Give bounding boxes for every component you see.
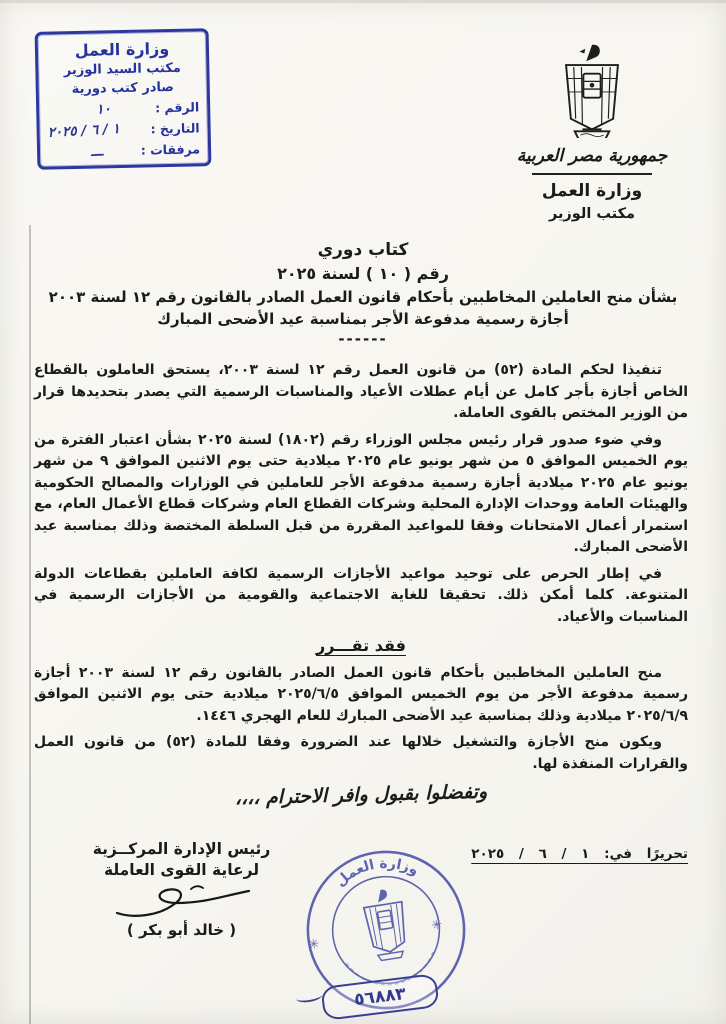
paragraph-1: تنفيذا لحكم المادة (٥٢) من قانون العمل رقم ١٢ لسنة ٢٠٠٣، يستحق العاملون بالقطاع الخاص أجازة بأجر كامل عن أيام عطلات الأعياد والمناسبات الرسمية التي يصدر بتحديدها قرار من الوزير المختص بالقوى العاملة.: [34, 362, 688, 421]
decision-heading-text: فقد تقـــرر: [316, 636, 406, 655]
registry-date-row: [47, 120, 199, 139]
decision-heading: [34, 635, 688, 657]
paragraph-3: في إطار الحرص على توحيد مواعيد الأجازات الرسمية لكافة العاملين بقطاعات الدولة المتنوعة. كلما أمكن ذلك. تحقيقا للغاية الاجتماعية والقومية من الأجازات الرسمية في المناسبات والأعياد.: [34, 565, 688, 625]
minister-office: مكتب الوزير: [548, 206, 636, 222]
serial-number: ٥٦٨٨٣: [353, 983, 407, 1011]
registry-attachments-label: مرفقات :: [140, 141, 201, 158]
signer-title-2: لرعاية القوى العاملة: [103, 861, 260, 879]
doc-subject-2: أجازة رسمية مدفوعة الأجر بمناسبة عيد الأضحى المبارك: [157, 310, 569, 328]
seal-rosette-left-icon: ✳: [307, 936, 321, 954]
seal-rosette-right-icon: ✳: [430, 917, 444, 934]
signer-title-1: رئيس الإدارة المركــزية: [92, 840, 271, 858]
egyptian-eagle-emblem-icon: [553, 42, 631, 138]
letterhead-rule: [532, 173, 652, 175]
doc-number: رقم ( ١٠ ) لسنة ٢٠٢٥: [277, 264, 449, 283]
registry-ministry: وزارة العمل: [74, 39, 170, 60]
ministry-name: وزارة العمل: [541, 181, 643, 201]
registry-date-value: ١ / ٦ / ٢٠٢٥: [47, 120, 121, 141]
republic-name: جمهورية مصر العربية: [516, 146, 668, 166]
written-date: [448, 846, 688, 862]
title-block: [0, 240, 726, 348]
doc-subject-1: بشأن منح العاملين المخاطبين بأحكام قانون العمل الصادر بالقانون رقم ١٢ لسنة ٢٠٠٣: [48, 288, 678, 306]
spacer: [47, 102, 52, 117]
registry-number-row: [47, 99, 199, 118]
letter-body: [34, 360, 689, 810]
signature-block: [64, 840, 299, 939]
letterhead: [476, 42, 708, 222]
registry-office: مكتب السيد الوزير: [63, 60, 182, 79]
registry-number-label: الرقم :: [154, 99, 200, 116]
seal-eagle-icon: [361, 887, 410, 962]
doc-type: كتاب دوري: [317, 240, 409, 260]
paragraph-5: ويكون منح الأجازة والتشغيل خلالها عند الضرورة وفقا للمادة (٥٢) من قانون العمل والقرارات المنفذة لها.: [34, 734, 688, 772]
written-date-text: تحريرًا في: ١ / ٦ / ٢٠٢٥: [471, 846, 688, 862]
signer-name: ( خالد أبو بكر ): [126, 921, 237, 939]
registry-attachments-row: [48, 141, 200, 160]
registry-attachments-value: ـــ: [90, 143, 104, 160]
registry-issued: صادر كتب دورية: [71, 79, 175, 98]
scan-artifact-top: [0, 0, 726, 3]
spacer: [48, 144, 53, 159]
closing-salutation: وتفضلوا بقبول وافر الاحترام ،،،،: [234, 780, 488, 810]
registry-number-value: ١٠: [95, 101, 112, 118]
handwritten-signature: [107, 881, 257, 925]
title-separator: ------: [338, 330, 388, 348]
registry-date-label: التاريخ :: [150, 120, 200, 137]
paragraph-2: وفي ضوء صدور قرار رئيس مجلس الوزراء رقم (١٨٠٢) لسنة ٢٠٢٥ بشأن اعتبار الفترة من يوم الخميس الموافق ٥ من شهر يونيو عام ٢٠٢٥ ميلادية حتى يوم الاثنين الموافق ٩ من شهر يونيو عام ٢٠٢٥ ميلادية أجازة رسمية مدفوعة الأجر للعاملين في الوزارات والمصالح الحكومية والهيئات العامة ووحدات الإدارة المحلية وشركات القطاع العام وشركات قطاع الأعمال العام، مع استمرار أعمال الامتحانات وفقا للمواعيد المقررة من قبل السلطة المختصة وذلك بمناسبة عيد الأضحى المبارك.: [34, 431, 689, 555]
registry-stamp-box: [35, 28, 212, 170]
paragraph-4: منح العاملين المخاطبين بأحكام قانون العمل الصادر بالقانون رقم ١٢ لسنة ٢٠٠٣ أجازة رسمية مدفوعة الأجر من يوم الخميس الموافق ٢٠٢٥/٦/٥ ميلادية حتى يوم الاثنين الموافق ٢٠٢٥/٦/٩ ميلادية وذلك بمناسبة عيد الأضحى المبارك للعام الهجري ١٤٤٦.: [34, 664, 689, 724]
seal-arc-text: وزارة العمل: [332, 855, 421, 891]
